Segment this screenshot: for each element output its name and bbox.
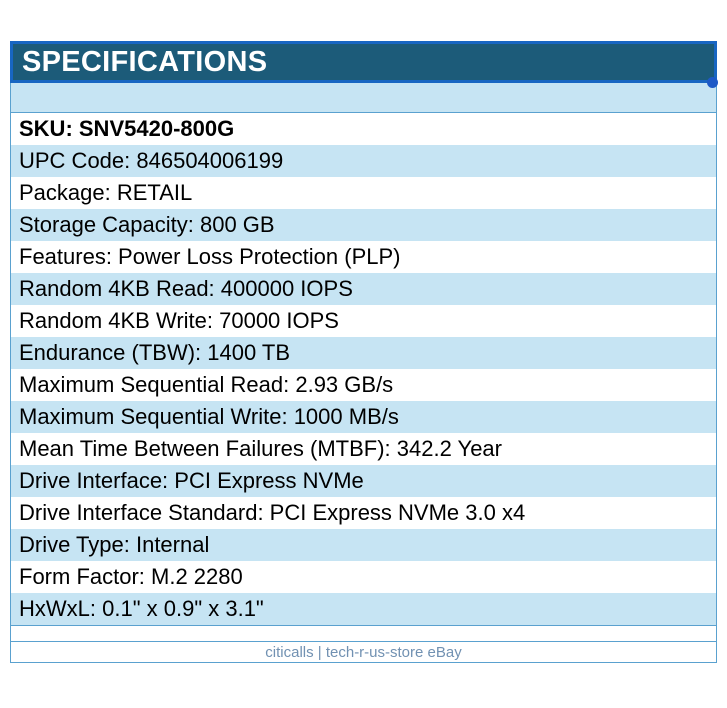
specifications-header [10, 41, 717, 83]
spec-row-text: Drive Interface: PCI Express NVMe [19, 468, 364, 493]
spec-row [11, 561, 716, 593]
spec-row [11, 145, 716, 177]
specifications-table [10, 83, 717, 663]
spec-row-text: Package: RETAIL [19, 180, 193, 205]
spec-row-text: Random 4KB Write: 70000 IOPS [19, 308, 339, 333]
spec-row-text: Maximum Sequential Read: 2.93 GB/s [19, 372, 394, 397]
selection-handle-dot[interactable] [707, 77, 718, 88]
spec-row-text: SKU: SNV5420-800G [19, 116, 235, 141]
spec-row [11, 593, 716, 625]
spec-row [11, 401, 716, 433]
spec-row-text: Endurance (TBW): 1400 TB [19, 340, 291, 365]
spec-row [11, 305, 716, 337]
store-footer-link[interactable]: citicalls | tech-r-us-store eBay [265, 643, 462, 661]
spec-row-text: Drive Interface Standard: PCI Express NVMe 3.0 x4 [19, 500, 526, 525]
spec-row [11, 529, 716, 561]
spec-rows [11, 112, 716, 625]
spec-row [11, 497, 716, 529]
spec-row [11, 369, 716, 401]
spec-row [11, 209, 716, 241]
specifications-header-title: SPECIFICATIONS [22, 45, 268, 78]
spec-row-text: Mean Time Between Failures (MTBF): 342.2 Year [19, 436, 502, 461]
store-footer [11, 641, 716, 662]
gap-row [11, 625, 716, 641]
spec-row [11, 241, 716, 273]
spec-row-text: Drive Type: Internal [19, 532, 210, 557]
spec-row-text: UPC Code: 846504006199 [19, 148, 284, 173]
spec-row-text: Random 4KB Read: 400000 IOPS [19, 276, 353, 301]
spacer-row [11, 83, 716, 112]
spec-row [11, 433, 716, 465]
spec-row-text: Storage Capacity: 800 GB [19, 212, 275, 237]
spec-row [11, 113, 716, 145]
spec-row-text: HxWxL: 0.1" x 0.9" x 3.1" [19, 596, 264, 621]
spec-row [11, 337, 716, 369]
spec-row-text: Maximum Sequential Write: 1000 MB/s [19, 404, 399, 429]
spec-row-text: Features: Power Loss Protection (PLP) [19, 244, 401, 269]
spec-row [11, 177, 716, 209]
spec-row [11, 273, 716, 305]
spec-row [11, 465, 716, 497]
spec-row-text: Form Factor: M.2 2280 [19, 564, 243, 589]
specifications-panel [10, 41, 717, 663]
